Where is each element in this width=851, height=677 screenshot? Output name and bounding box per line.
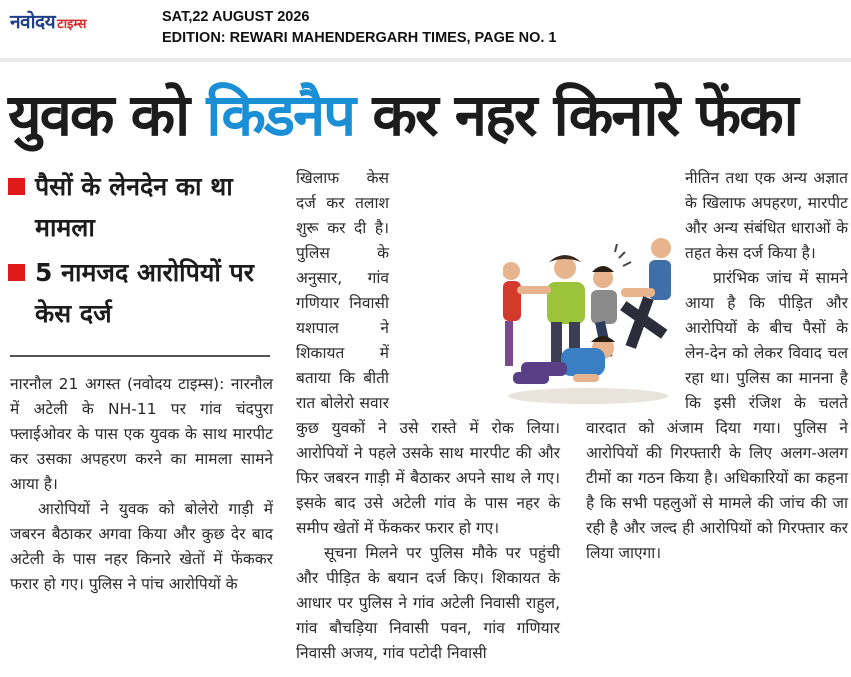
bullet-square-icon — [8, 264, 25, 281]
col2-para-2: सूचना मिलने पर पुलिस मौके पर पहुंची और पीड़ित के बयान दर्ज किए। शिकायत के आधार पर पुलिस ने गांव अटेली निवासी राहुल, गांव बौचड़िया निवासी पवन, गांव गणियार निवासी अजय, गांव पटोदी निवासी — [296, 544, 560, 662]
col3-para-2: प्रारंभिक जांच में सामने आया है कि पीड़ित और आरोपियों के बीच पैसों के लेन-देन को लेकर विवाद चल रहा था। पुलिस का मानना है कि इसी रंजिश के चलते वारदात को अंजाम दिया गया। पुलिस ने आरोपियों की गिरफ्तारी के लिए अलग-अलग टीमों का गठन किया है। अधिकारियों का कहना है कि सभी पहलुओं से मामले की जांच की जा रही है और जल्द ही आरोपियों को गिरफ्तार कर लिया जाएगा। — [586, 269, 848, 562]
bullet-square-icon — [8, 178, 25, 195]
subhead-1-text: पैसों के लेनदेन का था मामला — [35, 172, 233, 242]
logo-main-text: नवोदय — [10, 11, 56, 33]
date-line: SAT,22 AUGUST 2026 — [162, 9, 310, 25]
newspaper-logo — [10, 8, 86, 34]
subhead-2 — [8, 252, 278, 334]
headline-part-1: युवक को — [8, 81, 207, 149]
assault-illustration — [503, 226, 673, 406]
logo-sub-text: टाइम्स — [57, 17, 87, 32]
col1-para-2: आरोपियों ने युवक को बोलेरो गाड़ी में जबरन बैठाकर अगवा किया और कुछ देर बाद अटेली के पास नहर किनारे खेतों में फेंककर फरार हो गए। पुलिस ने पांच आरोपियों के — [10, 500, 273, 593]
col3-para-1: नीतिन तथा एक अन्य अज्ञात के खिलाफ अपहरण, मारपीट और अन्य संबंधित धाराओं के तहत केस दर्ज किया है। — [685, 169, 848, 262]
col1-para-1: नारनौल 21 अगस्त (नवोदय टाइम्स): नारनौल में अटेली के NH-11 पर गांव चंदपुरा फ्लाईओवर के पास एक युवक के साथ मारपीट कर उसका अपहरण करने का मामला सामने आया है। — [10, 375, 273, 493]
headline-highlight: किडनैप — [206, 81, 355, 149]
col2-para-1: खिलाफ केस दर्ज कर तलाश शुरू कर दी है। पुलिस के अनुसार, गांव गणियार निवासी यशपाल ने शिकायत में बताया कि बीती रात बोलेरो सवार कुछ युवकों ने उसे रास्ते में रोक लिया। आरोपियों ने पहले उसके साथ मारपीट की और फिर जबरन गाड़ी में बैठाकर अपने साथ ले गए। इसके बाद उसे अटेली गांव के पास नहर के समीप खेतों में फेंककर फरार हो गए। — [296, 169, 560, 537]
header-divider — [0, 58, 851, 62]
headline-part-2: कर नहर किनारे फेंका — [354, 81, 797, 149]
article-column-1 — [10, 372, 273, 597]
edition-line: EDITION: REWARI MAHENDERGARH TIMES, PAGE NO. 1 — [162, 30, 557, 46]
subheads — [8, 166, 278, 338]
fight-scene-illustration — [503, 226, 673, 406]
page-header — [0, 0, 851, 58]
edition-meta — [162, 7, 556, 49]
subhead-divider — [10, 355, 270, 357]
subhead-2-text: 5 नामजद आरोपियों पर केस दर्ज — [35, 258, 254, 328]
subhead-1 — [8, 166, 278, 248]
article-headline — [8, 70, 851, 160]
